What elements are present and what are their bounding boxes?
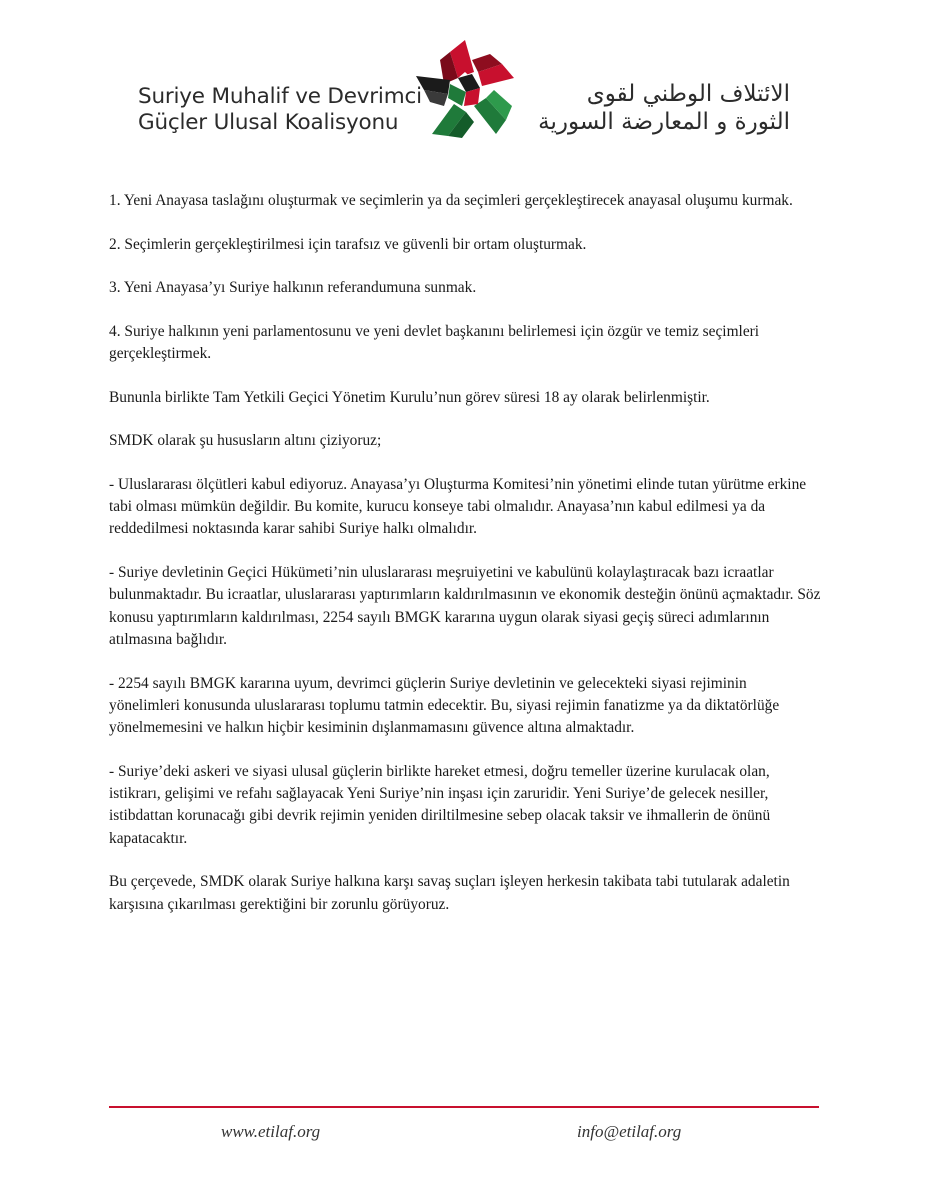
paragraph-item-3: 3. Yeni Anayasa’yı Suriye halkının referandumuna sunmak. (109, 279, 477, 297)
paragraph-war-crimes: Bu çerçevede, SMDK olarak Suriye halkına karşı savaş suçları işleyen herkesin takibata tabi tutularak adaletin karşısına çıkarılması gerektiğini bir zorunlu görüyoruz. (109, 873, 790, 913)
paragraph-item-4: 4. Suriye halkının yeni parlamentosunu ve yeni devlet başkanını belirlemesi için özgür ve temiz seçimleri gerçekleştirmek. (109, 322, 760, 363)
org-name-arabic-line-1: الائتلاف الوطني لقوى (586, 81, 790, 107)
org-name-turkish (138, 84, 422, 136)
org-name-turkish-line-2: Güçler Ulusal Koalisyonu (138, 110, 399, 135)
paragraph-item-2: 2. Seçimlerin gerçekleştirilmesi için tarafsız ve güvenli bir ortam oluşturmak. (109, 235, 587, 253)
paragraph-international-criteria: - Uluslararası ölçütleri kabul ediyoruz. Anayasa’yı Oluşturma Komitesi’nin yönetimi elinde tutan yürütme erkine tabi olması mümkün değildir. Bu komite, kurucu konseye tabi olmalıdır. Anayasa’nın kabul edilmesi ya da reddedilmesi noktasında karar sahibi Suriye halkı olmalıdır. (109, 475, 807, 538)
footer-divider (109, 1106, 819, 1108)
paragraph-item-1: 1. Yeni Anayasa taslağını oluşturmak ve seçimlerin ya da seçimleri gerçekleştirecek anayasal oluşumu kurmak. (109, 192, 793, 209)
org-name-arabic-line-2: الثورة و المعارضة السورية (538, 109, 790, 135)
paragraph-smdk-intro: SMDK olarak şu hususların altını çiziyoruz; (109, 432, 382, 450)
org-name-arabic (528, 80, 790, 136)
syrian-coalition-star-logo (414, 38, 516, 138)
paragraph-interim-government: - Suriye devletinin Geçici Hükümeti’nin uluslararası meşruiyetini ve kabulünü kolaylaştıracak bazı icraatlar bulunmaktadır. Bu icraatlar, uluslararası yaptırımların kaldırılmasının ve ekonomik desteğin önünü açmaktadır. Söz konusu yaptırımların kaldırılması, 2254 sayılı BMGK kararına uygun olarak siyasi geçiş süreci adımlarının atılmasına bağlıdır. (109, 564, 821, 648)
paragraph-resolution-2254: - 2254 sayılı BMGK kararına uyum, devrimci güçlerin Suriye devletinin ve gelecekteki siyasi rejiminin yönelimleri konusunda uluslararası toplumu tatmin edecektir. Bu, siyasi rejimin fanatizme ya da diktatörlüğe yönelmemesini ve halkın hiçbir kesiminin dışlanmamasını güvence altına almaktadır. (109, 674, 780, 737)
letterhead (0, 0, 927, 160)
paragraph-national-forces: - Suriye’deki askeri ve siyasi ulusal güçlerin birlikte hareket etmesi, doğru temeller üzerine kurulacak olan, istikrarı, gelişimi ve refahı sağlayacak Yeni Suriye’nin inşası için zaruridir. Yeni Suriye’de gelecek nesiller, istibdattan korunacağı gibi devrik rejimin yeniden diriltilmesine sebep olacak taksir ve ihmallerin de önünü kapatacaktır. (109, 762, 771, 847)
paragraph-term-duration: Bununla birlikte Tam Yetkili Geçici Yönetim Kurulu’nun görev süresi 18 ay olarak belirlenmiştir. (109, 388, 710, 406)
footer-email-link[interactable]: info@etilaf.org (577, 1122, 682, 1141)
document-body (109, 190, 821, 937)
footer-website-link[interactable]: www.etilaf.org (221, 1122, 321, 1141)
org-name-turkish-line-1: Suriye Muhalif ve Devrimci (138, 84, 422, 109)
